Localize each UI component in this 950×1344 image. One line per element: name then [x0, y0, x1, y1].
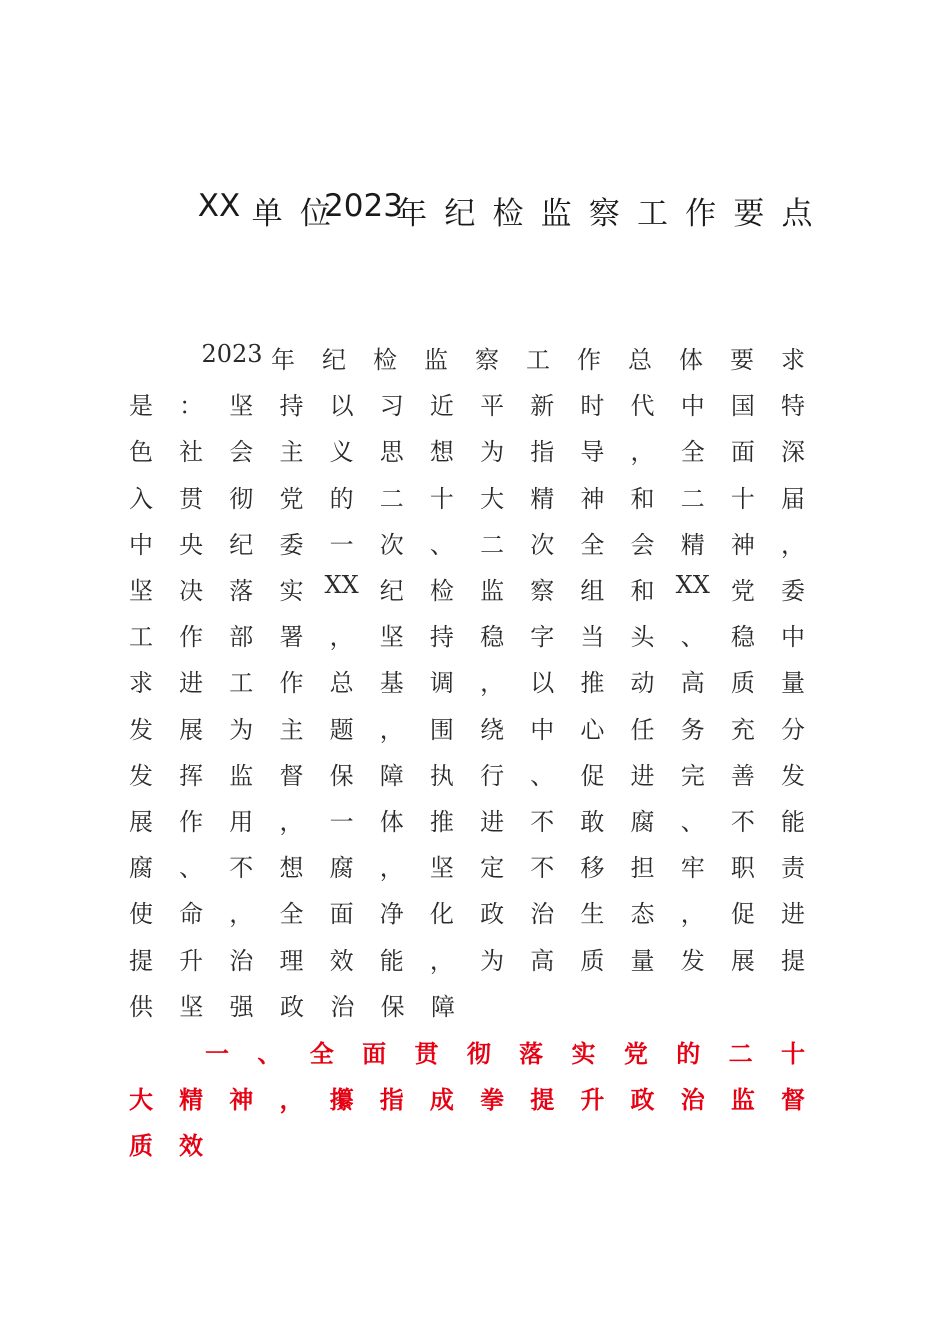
- paragraph-glyph: 腐: [129, 854, 153, 883]
- paragraph-glyph: 彻: [229, 484, 254, 513]
- paragraph-glyph: 高: [530, 946, 555, 975]
- paragraph-glyph: 想: [279, 854, 304, 883]
- title-glyph: 位: [299, 196, 331, 232]
- heading-glyph: 精: [179, 1086, 204, 1114]
- paragraph-glyph: 会: [630, 530, 655, 559]
- heading-glyph: 效: [179, 1132, 203, 1160]
- paragraph-glyph: 届: [781, 484, 805, 513]
- paragraph-glyph: 次: [530, 530, 555, 559]
- paragraph-glyph: 进: [480, 808, 505, 836]
- paragraph-glyph: 移: [580, 854, 605, 883]
- paragraph-glyph: 能: [781, 808, 805, 836]
- heading-glyph: 提: [530, 1086, 555, 1114]
- heading-line: [0, 1034, 950, 1068]
- paragraph-glyph: ，: [429, 946, 454, 975]
- heading-glyph: 一: [205, 1040, 229, 1068]
- paragraph-line: [0, 848, 950, 883]
- paragraph-glyph: 中: [680, 392, 705, 421]
- paragraph-line: [0, 571, 950, 605]
- paragraph-glyph: XX: [675, 571, 710, 599]
- paragraph-glyph: 义: [329, 438, 354, 467]
- title-glyph: 年: [396, 196, 428, 232]
- heading-glyph: 落: [519, 1040, 544, 1068]
- paragraph-glyph: 化: [429, 900, 454, 929]
- paragraph-glyph: 充: [730, 715, 755, 744]
- paragraph-glyph: 坚: [179, 992, 204, 1021]
- paragraph-glyph: 敢: [580, 808, 605, 836]
- paragraph-glyph: 任: [630, 715, 655, 744]
- heading-glyph: ，: [279, 1086, 304, 1114]
- paragraph-glyph: ：: [179, 392, 204, 421]
- paragraph-glyph: 不: [530, 808, 555, 836]
- paragraph-glyph: 督: [279, 761, 304, 790]
- paragraph-glyph: 发: [129, 715, 153, 744]
- paragraph-glyph: 行: [480, 761, 505, 790]
- paragraph-glyph: ，: [379, 854, 404, 883]
- paragraph-glyph: 入: [129, 484, 153, 513]
- paragraph-glyph: 总: [329, 669, 354, 698]
- paragraph-line: [0, 710, 950, 744]
- paragraph-glyph: 体: [679, 346, 703, 374]
- paragraph-glyph: 字: [530, 623, 555, 652]
- title-glyph: 2023: [324, 188, 403, 224]
- paragraph-glyph: 落: [229, 577, 254, 605]
- paragraph-glyph: 深: [781, 438, 805, 467]
- paragraph-glyph: 监: [480, 577, 505, 605]
- paragraph-glyph: 和: [630, 577, 655, 605]
- paragraph-glyph: 推: [580, 669, 605, 698]
- paragraph-glyph: 发: [129, 761, 153, 790]
- paragraph-glyph: 理: [279, 946, 304, 975]
- paragraph-glyph: 以: [530, 669, 555, 698]
- paragraph-glyph: 体: [379, 808, 404, 836]
- paragraph-glyph: 党: [279, 484, 304, 513]
- paragraph-glyph: 不: [730, 808, 755, 836]
- heading-line: [0, 1080, 950, 1114]
- paragraph-glyph: 生: [580, 900, 605, 929]
- paragraph-glyph: 头: [630, 623, 655, 652]
- paragraph-glyph: 十: [429, 484, 454, 513]
- paragraph-glyph: 实: [279, 577, 304, 605]
- paragraph-glyph: 质: [580, 946, 605, 975]
- heading-glyph: 指: [379, 1086, 404, 1114]
- paragraph-glyph: 察: [475, 346, 499, 374]
- paragraph-glyph: 态: [630, 900, 655, 929]
- paragraph-glyph: 的: [329, 484, 354, 513]
- paragraph-glyph: 心: [580, 715, 605, 744]
- paragraph-glyph: 署: [279, 623, 304, 652]
- paragraph-glyph: 稳: [730, 623, 755, 652]
- heading-glyph: 大: [129, 1086, 153, 1114]
- paragraph-glyph: 指: [530, 438, 555, 467]
- paragraph-glyph: 治: [229, 946, 254, 975]
- heading-glyph: 彻: [466, 1040, 491, 1068]
- paragraph-glyph: 工: [129, 623, 153, 652]
- paragraph-glyph: 绕: [480, 715, 505, 744]
- paragraph-glyph: 展: [129, 808, 153, 836]
- paragraph-glyph: 进: [179, 669, 204, 698]
- heading-glyph: 党: [623, 1040, 648, 1068]
- paragraph-glyph: 坚: [129, 577, 153, 605]
- paragraph-glyph: 障: [379, 761, 404, 790]
- paragraph-glyph: 促: [730, 900, 755, 929]
- paragraph-glyph: 二: [379, 484, 404, 513]
- title-glyph: 要: [733, 196, 765, 232]
- paragraph-glyph: 导: [580, 438, 605, 467]
- heading-glyph: 、: [257, 1040, 282, 1068]
- heading-glyph: 成: [429, 1086, 454, 1114]
- paragraph-glyph: 量: [781, 669, 805, 698]
- paragraph-glyph: 坚: [429, 854, 454, 883]
- paragraph-glyph: 强: [229, 992, 254, 1021]
- paragraph-glyph: 、: [429, 530, 454, 559]
- heading-glyph: 质: [129, 1132, 153, 1160]
- heading-glyph: 二: [728, 1040, 753, 1068]
- title-glyph: 作: [685, 196, 717, 232]
- paragraph-glyph: 展: [179, 715, 204, 744]
- title-glyph: 察: [588, 196, 620, 232]
- paragraph-glyph: 挥: [179, 761, 204, 790]
- paragraph-glyph: 为: [480, 438, 505, 467]
- title-glyph: 监: [540, 196, 572, 232]
- paragraph-glyph: 察: [530, 577, 555, 605]
- paragraph-glyph: 面: [730, 438, 755, 467]
- paragraph-glyph: 时: [580, 392, 605, 421]
- paragraph-glyph: 展: [730, 946, 755, 975]
- paragraph-glyph: 要: [730, 346, 754, 374]
- paragraph-glyph: 以: [329, 392, 354, 421]
- paragraph-glyph: 纪: [322, 346, 346, 374]
- paragraph-glyph: 思: [379, 438, 404, 467]
- paragraph-glyph: 坚: [379, 623, 404, 652]
- heading-glyph: 贯: [414, 1040, 439, 1068]
- paragraph-glyph: 委: [279, 530, 304, 559]
- paragraph-glyph: ，: [279, 808, 304, 836]
- paragraph-glyph: 执: [429, 761, 454, 790]
- paragraph-glyph: 检: [373, 346, 397, 374]
- paragraph-glyph: 发: [680, 946, 705, 975]
- paragraph-glyph: 近: [429, 392, 454, 421]
- paragraph-glyph: 工: [526, 346, 550, 374]
- paragraph-glyph: 腐: [630, 808, 655, 836]
- paragraph-glyph: 面: [329, 900, 354, 929]
- heading-glyph: 治: [680, 1086, 705, 1114]
- heading-glyph: 政: [630, 1086, 655, 1114]
- paragraph-glyph: 提: [129, 946, 153, 975]
- paragraph-glyph: 进: [781, 900, 805, 929]
- paragraph-line: [0, 941, 950, 975]
- paragraph-glyph: 十: [730, 484, 755, 513]
- paragraph-glyph: 一: [329, 530, 354, 559]
- paragraph-glyph: 政: [480, 900, 505, 929]
- paragraph-glyph: 代: [630, 392, 655, 421]
- paragraph-glyph: 和: [630, 484, 655, 513]
- paragraph-glyph: 不: [530, 854, 555, 883]
- paragraph-glyph: 监: [424, 346, 448, 374]
- heading-glyph: 神: [229, 1086, 254, 1114]
- paragraph-glyph: 、: [680, 808, 705, 836]
- paragraph-glyph: 当: [580, 623, 605, 652]
- paragraph-glyph: 一: [329, 808, 354, 836]
- paragraph-glyph: 神: [580, 484, 605, 513]
- paragraph-glyph: 职: [730, 854, 755, 883]
- title-glyph: 点: [781, 196, 813, 232]
- title-glyph: 检: [492, 196, 524, 232]
- paragraph-glyph: 净: [379, 900, 404, 929]
- paragraph-glyph: 社: [179, 438, 204, 467]
- paragraph-glyph: XX: [324, 571, 359, 599]
- paragraph-glyph: 纪: [229, 530, 254, 559]
- paragraph-line: [0, 432, 950, 467]
- paragraph-glyph: 、: [179, 854, 204, 883]
- paragraph-glyph: 大: [480, 484, 505, 513]
- paragraph-glyph: 精: [680, 530, 705, 559]
- heading-glyph: 全: [309, 1040, 334, 1068]
- paragraph-glyph: 部: [229, 623, 254, 652]
- paragraph-glyph: 牢: [680, 854, 705, 883]
- paragraph-glyph: 能: [379, 946, 404, 975]
- paragraph-glyph: 作: [279, 669, 304, 698]
- paragraph-glyph: 坚: [229, 392, 254, 421]
- heading-glyph: 拳: [480, 1086, 505, 1114]
- paragraph-glyph: 主: [279, 438, 304, 467]
- paragraph-glyph: 中: [781, 623, 805, 652]
- paragraph-glyph: 二: [680, 484, 705, 513]
- paragraph-glyph: 是: [129, 392, 153, 421]
- heading-glyph: 攥: [329, 1086, 354, 1114]
- paragraph-glyph: 善: [730, 761, 755, 790]
- paragraph-glyph: 检: [429, 577, 454, 605]
- paragraph-glyph: ，: [329, 623, 354, 652]
- paragraph-glyph: 不: [229, 854, 254, 883]
- paragraph-glyph: 习: [379, 392, 404, 421]
- paragraph-glyph: 色: [129, 438, 153, 467]
- heading-glyph: 的: [676, 1040, 701, 1068]
- paragraph-glyph: 持: [279, 392, 304, 421]
- paragraph-line: [0, 617, 950, 652]
- paragraph-glyph: 障: [431, 992, 455, 1021]
- paragraph-glyph: 精: [530, 484, 555, 513]
- paragraph-line: [0, 525, 950, 559]
- paragraph-glyph: 使: [129, 900, 153, 929]
- paragraph-glyph: 神: [730, 530, 755, 559]
- paragraph-glyph: 监: [229, 761, 254, 790]
- heading-line: [0, 1126, 950, 1160]
- paragraph-glyph: ，: [680, 900, 705, 929]
- paragraph-glyph: 质: [730, 669, 755, 698]
- heading-glyph: 升: [580, 1086, 605, 1114]
- paragraph-line: [0, 987, 950, 1021]
- paragraph-glyph: 腐: [329, 854, 354, 883]
- paragraph-glyph: 发: [781, 761, 805, 790]
- paragraph-glyph: 新: [530, 392, 555, 421]
- paragraph-glyph: 供: [129, 992, 153, 1021]
- paragraph-line: [0, 894, 950, 929]
- paragraph-line: [0, 756, 950, 790]
- paragraph-glyph: 用: [229, 808, 254, 836]
- paragraph-glyph: 高: [680, 669, 705, 698]
- paragraph-glyph: 国: [730, 392, 755, 421]
- paragraph-glyph: 为: [229, 715, 254, 744]
- paragraph-glyph: ，: [630, 438, 655, 467]
- paragraph-glyph: 为: [480, 946, 505, 975]
- paragraph-glyph: 保: [380, 992, 405, 1021]
- paragraph-line: [0, 663, 950, 698]
- paragraph-glyph: 务: [680, 715, 705, 744]
- paragraph-glyph: 定: [480, 854, 505, 883]
- paragraph-glyph: 进: [630, 761, 655, 790]
- paragraph-line: [0, 802, 950, 836]
- paragraph-glyph: 委: [781, 577, 805, 605]
- paragraph-glyph: 作: [577, 346, 601, 374]
- paragraph-glyph: 提: [781, 946, 805, 975]
- paragraph-glyph: 2023: [201, 340, 263, 368]
- paragraph-glyph: 担: [630, 854, 655, 883]
- paragraph-glyph: 治: [530, 900, 555, 929]
- paragraph-glyph: 命: [179, 900, 204, 929]
- paragraph-glyph: 动: [630, 669, 655, 698]
- paragraph-glyph: 想: [429, 438, 454, 467]
- paragraph-glyph: 效: [329, 946, 354, 975]
- paragraph-glyph: 求: [129, 669, 153, 698]
- paragraph-glyph: 作: [179, 623, 204, 652]
- paragraph-glyph: 次: [379, 530, 404, 559]
- paragraph-glyph: 全: [580, 530, 605, 559]
- paragraph-glyph: 贯: [179, 484, 204, 513]
- paragraph-glyph: 中: [129, 530, 153, 559]
- paragraph-glyph: 决: [179, 577, 204, 605]
- paragraph-glyph: 稳: [480, 623, 505, 652]
- paragraph-glyph: 题: [329, 715, 354, 744]
- paragraph-glyph: 主: [279, 715, 304, 744]
- heading-glyph: 十: [781, 1040, 805, 1068]
- paragraph-line: [0, 340, 950, 374]
- paragraph-glyph: 会: [229, 438, 254, 467]
- heading-glyph: 实: [571, 1040, 596, 1068]
- paragraph-glyph: 工: [229, 669, 254, 698]
- paragraph-glyph: ，: [480, 669, 505, 698]
- paragraph-glyph: 年: [271, 346, 295, 374]
- paragraph-glyph: 完: [680, 761, 705, 790]
- paragraph-glyph: 政: [280, 992, 304, 1021]
- paragraph-glyph: 升: [179, 946, 204, 975]
- paragraph-glyph: 持: [429, 623, 454, 652]
- paragraph-line: [0, 479, 950, 513]
- paragraph-glyph: 围: [429, 715, 454, 744]
- paragraph-glyph: 全: [680, 438, 705, 467]
- heading-glyph: 面: [362, 1040, 387, 1068]
- paragraph-glyph: 保: [329, 761, 354, 790]
- paragraph-glyph: 推: [429, 808, 454, 836]
- paragraph-glyph: 分: [781, 715, 805, 744]
- paragraph-glyph: 、: [680, 623, 705, 652]
- paragraph-glyph: 二: [480, 530, 505, 559]
- paragraph-glyph: 组: [580, 577, 605, 605]
- paragraph-glyph: 、: [530, 761, 555, 790]
- heading-glyph: 监: [730, 1086, 755, 1114]
- paragraph-glyph: 量: [630, 946, 655, 975]
- paragraph-glyph: 治: [330, 992, 355, 1021]
- paragraph-glyph: 总: [628, 346, 652, 374]
- paragraph-glyph: 作: [179, 808, 204, 836]
- paragraph-glyph: 全: [279, 900, 304, 929]
- title-glyph: 纪: [444, 196, 476, 232]
- paragraph-glyph: 基: [379, 669, 404, 698]
- paragraph-glyph: 平: [480, 392, 505, 421]
- paragraph-glyph: 特: [781, 392, 805, 421]
- paragraph-glyph: 调: [429, 669, 454, 698]
- title-glyph: 单: [251, 196, 283, 232]
- paragraph-glyph: ，: [379, 715, 404, 744]
- paragraph-glyph: 求: [781, 346, 805, 374]
- paragraph-glyph: 党: [730, 577, 755, 605]
- title-glyph: 工: [637, 196, 668, 232]
- paragraph-glyph: 中: [530, 715, 555, 744]
- paragraph-glyph: ，: [781, 530, 805, 559]
- paragraph-glyph: 纪: [379, 577, 404, 605]
- title-glyph: XX: [197, 188, 241, 224]
- paragraph-line: [0, 386, 950, 421]
- heading-glyph: 督: [781, 1086, 805, 1114]
- paragraph-glyph: 责: [781, 854, 805, 883]
- paragraph-glyph: ，: [229, 900, 254, 929]
- paragraph-glyph: 央: [179, 530, 204, 559]
- paragraph-glyph: 促: [580, 761, 605, 790]
